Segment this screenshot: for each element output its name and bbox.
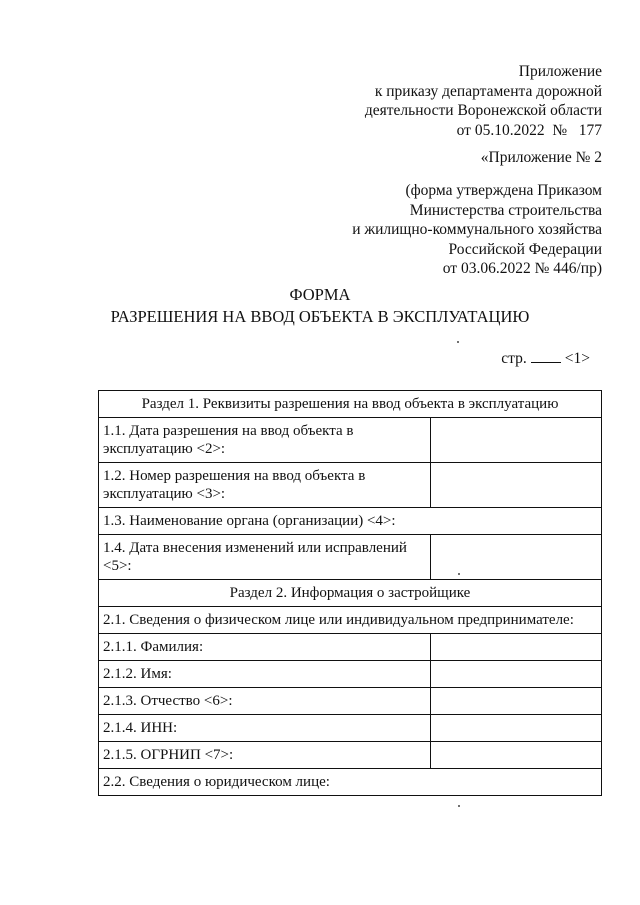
- approval-line: к приказу департамента дорожной: [374, 82, 602, 100]
- section-2-header: Раздел 2. Информация о застройщике: [99, 580, 602, 607]
- row-label-1-3: 1.3. Наименование органа (организации) <4>:: [99, 508, 602, 535]
- form-approval-line: и жилищно-коммунального хозяйства: [352, 221, 602, 238]
- form-title: ФОРМА: [289, 285, 351, 304]
- approval-line: Приложение: [518, 63, 602, 80]
- form-approval-block: [352, 181, 602, 279]
- scan-dot: [458, 573, 460, 575]
- row-label-2-1-4: 2.1.4. ИНН:: [99, 715, 431, 742]
- row-label-1-2: 1.2. Номер разрешения на ввод объекта в эксплуатацию <3>:: [99, 463, 431, 508]
- row-value-1-2: [430, 463, 601, 508]
- form-approval-line: Российской Федерации: [448, 240, 602, 258]
- appendix-number: [481, 148, 602, 168]
- row-label-2-2: 2.2. Сведения о юридическом лице:: [99, 769, 602, 796]
- row-value-2-1-5: [430, 742, 601, 769]
- row-label-1-1: 1.1. Дата разрешения на ввод объекта в эксплуатацию <2>:: [99, 418, 431, 463]
- approval-line: деятельности Воронежской области: [364, 102, 602, 119]
- row-value-1-1: [430, 418, 601, 463]
- row-label-2-1-2: 2.1.2. Имя:: [99, 661, 431, 688]
- approval-line: от 05.10.2022 № 177: [456, 121, 602, 139]
- row-label-2-1: 2.1. Сведения о физическом лице или индивидуальном предпринимателе:: [99, 607, 602, 634]
- row-label-2-1-1: 2.1.1. Фамилия:: [99, 634, 431, 661]
- row-value-2-1-3: [430, 688, 601, 715]
- form-approval-line: от 03.06.2022 № 446/пр): [442, 260, 602, 277]
- row-label-2-1-3: 2.1.3. Отчество <6>:: [99, 688, 431, 715]
- page-number: [501, 350, 590, 368]
- page-number-suffix: <1>: [564, 350, 590, 367]
- page-number-prefix: стр.: [501, 350, 527, 367]
- form-approval-line: Министерства строительства: [409, 201, 602, 219]
- row-label-2-1-5: 2.1.5. ОГРНИП <7>:: [99, 742, 431, 769]
- row-label-1-4: 1.4. Дата внесения изменений или исправлений <5>:: [99, 535, 431, 580]
- section-1-header: Раздел 1. Реквизиты разрешения на ввод объекта в эксплуатацию: [99, 391, 602, 418]
- row-value-1-4: [430, 535, 601, 580]
- row-value-2-1-4: [430, 715, 601, 742]
- form-subtitle: РАЗРЕШЕНИЯ НА ВВОД ОБЪЕКТА В ЭКСПЛУАТАЦИЮ: [110, 307, 530, 326]
- appendix-label: «Приложение № 2: [480, 149, 602, 166]
- row-value-2-1-2: [430, 661, 601, 688]
- scan-dot: [457, 341, 459, 343]
- permit-form-table: [98, 390, 602, 796]
- form-approval-line: (форма утверждена Приказом: [405, 182, 602, 199]
- scan-dot: [458, 805, 460, 807]
- approval-block: [365, 62, 602, 140]
- row-value-2-1-1: [430, 634, 601, 661]
- page-number-blank: [531, 350, 561, 363]
